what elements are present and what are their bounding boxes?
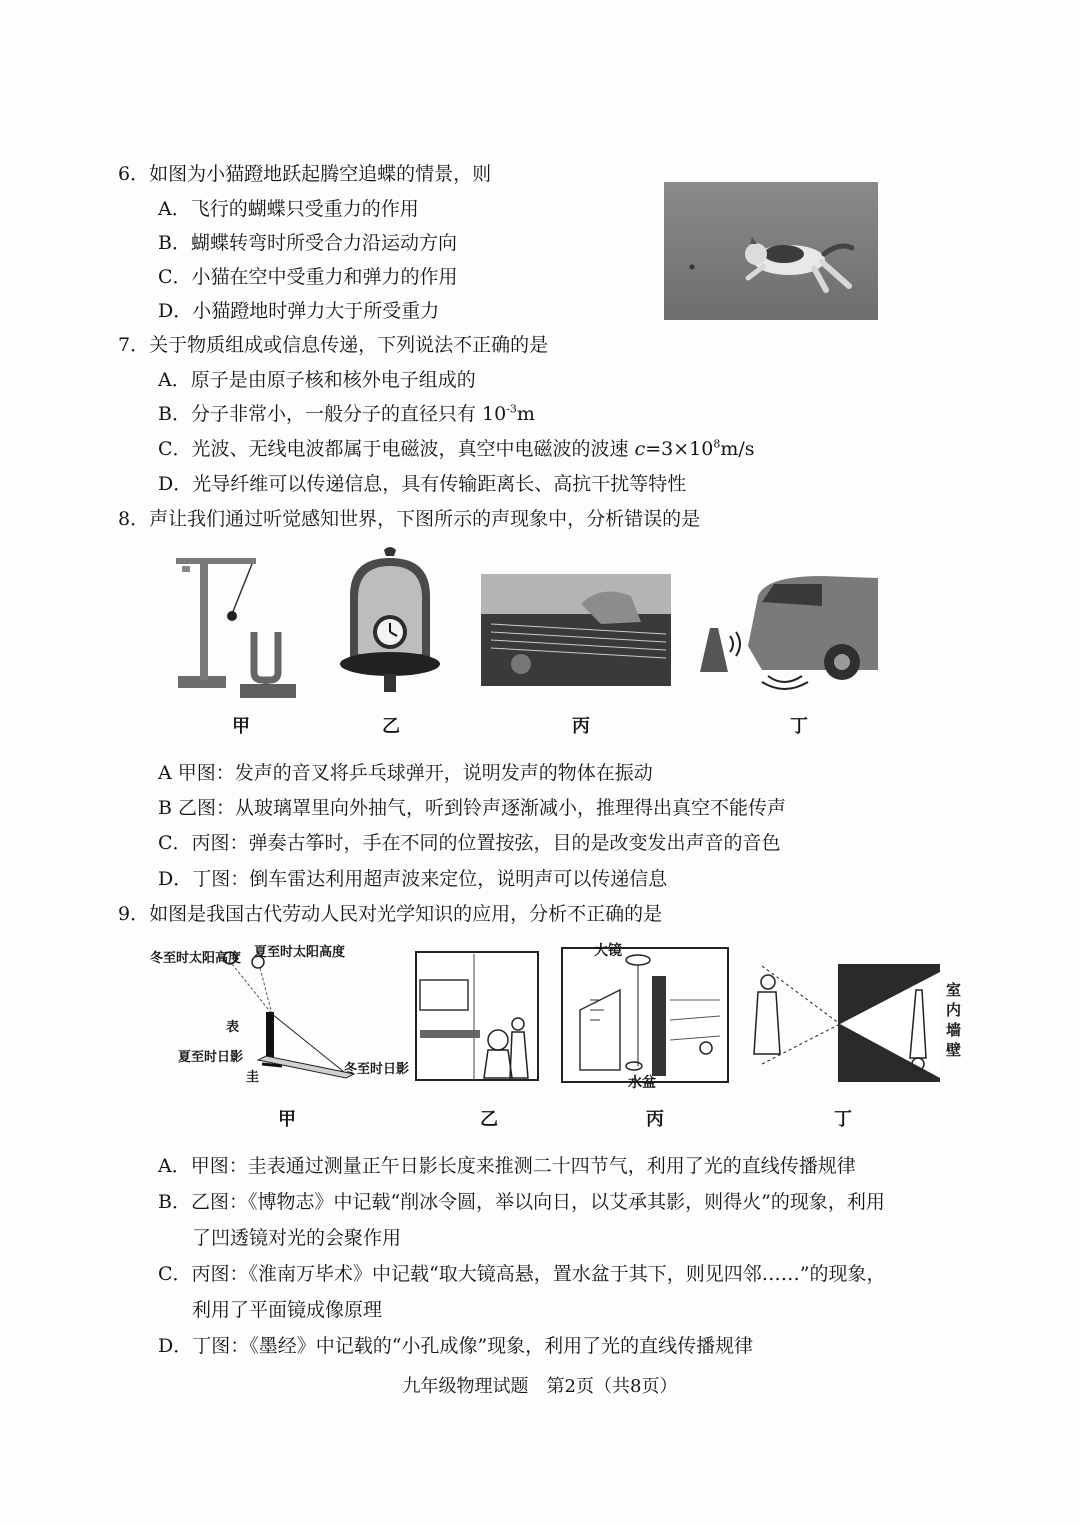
q7-option-c-unit: m/s	[720, 438, 755, 460]
q6-option-c: C．小猫在空中受重力和弹力的作用	[158, 266, 458, 288]
basin-label: 水盆	[628, 1075, 656, 1091]
q8-caption-ding: 丁	[790, 716, 808, 737]
q9-option-d: D．丁图：《墨经》中记载的“小孔成像”现象，利用了光的直线传播规律	[158, 1335, 754, 1357]
page-footer: 九年级物理试题 第2页（共8页）	[402, 1376, 678, 1397]
q7-option-c-value: =3×10	[645, 438, 714, 460]
q8-caption-yi: 乙	[382, 716, 400, 737]
q7-option-c-exponent: 8	[713, 437, 721, 451]
q9-option-b-line2: 了凹透镜对光的会聚作用	[192, 1227, 402, 1249]
wall-label: 室内墙壁	[946, 981, 962, 1059]
q7-option-c	[158, 436, 755, 462]
q9-caption-bing: 丙	[646, 1109, 664, 1130]
cat-photo	[664, 182, 878, 320]
mirror-label: 大镜	[594, 943, 622, 959]
gnomon-label-winter-sun: 冬至时太阳高度	[150, 951, 242, 966]
q9-option-b-line1: B．乙图：《博物志》中记载“削冰令圆，举以向日，以艾承其影，则得火”的现象，利用	[158, 1191, 885, 1213]
q9-caption-yi: 乙	[480, 1109, 498, 1130]
q7-option-c-variable: c	[634, 438, 646, 460]
q8-option-b: B 乙图：从玻璃罩里向外抽气，听到铃声逐渐减小，推理得出真空不能传声	[158, 797, 787, 819]
q9-option-c-line1: C．丙图：《淮南万毕术》中记载“取大镜高悬，置水盆于其下，则见四邻……”的现象，	[158, 1263, 886, 1285]
gnomon-label-winter-shadow: 冬至时日影	[344, 1062, 410, 1077]
q7-option-a: A．原子是由原子核和核外电子组成的	[158, 369, 476, 391]
q8-caption-jia: 甲	[232, 716, 250, 737]
car-radar-photo	[692, 572, 880, 694]
q7-option-b	[158, 401, 535, 427]
tuning-fork-figure	[170, 548, 300, 702]
q7-option-c-text: C．光波、无线电波都属于电磁波，真空中电磁波的波速	[158, 438, 635, 460]
q7-option-b-text: B．分子非常小，一般分子的直径只有 10	[158, 403, 507, 425]
q7-option-b-exponent: -3	[506, 402, 517, 416]
q8-option-a: A 甲图：发声的音叉将乒乓球弹开，说明发声的物体在振动	[158, 762, 653, 784]
q9-option-c-line2: 利用了平面镜成像原理	[192, 1299, 383, 1321]
q9-option-a: A．甲图：圭表通过测量正午日影长度来推测二十四节气，利用了光的直线传播规律	[158, 1155, 856, 1177]
q9-caption-ding: 丁	[834, 1109, 852, 1130]
q8-stem: 8．声让我们通过听觉感知世界，下图所示的声现象中，分析错误的是	[118, 508, 701, 530]
q8-caption-bing: 丙	[572, 716, 590, 737]
gnomon-label-summer-shadow: 夏至时日影	[178, 1050, 244, 1065]
q7-stem: 7．关于物质组成或信息传递，下列说法不正确的是	[118, 334, 549, 356]
q6-option-d: D．小猫蹬地时弹力大于所受重力	[158, 300, 440, 322]
gnomon-label-gui: 圭	[246, 1070, 260, 1085]
q6-option-b: B．蝴蝶转弯时所受合力沿运动方向	[158, 232, 457, 254]
q9-caption-jia: 甲	[278, 1109, 296, 1130]
gnomon-label-biao: 表	[226, 1020, 240, 1035]
ice-lens-figure	[414, 950, 540, 1082]
q6-stem: 6．如图为小猫蹬地跃起腾空追蝶的情景，则	[118, 163, 492, 185]
q8-option-c: C．丙图：弹奏古筝时，手在不同的位置按弦，目的是改变发出声音的音色	[158, 832, 781, 854]
gnomon-label-summer-sun: 夏至时太阳高度	[254, 945, 346, 960]
guzheng-photo	[481, 574, 671, 686]
q7-option-b-unit: m	[516, 403, 535, 425]
q7-option-d: D．光导纤维可以传递信息，具有传输距离长、高抗干扰等特性	[158, 473, 687, 495]
q6-option-a: A．飞行的蝴蝶只受重力的作用	[158, 198, 419, 220]
bell-jar-figure	[338, 546, 442, 696]
q9-stem: 9．如图是我国古代劳动人民对光学知识的应用，分析不正确的是	[118, 903, 663, 925]
q8-option-d: D．丁图：倒车雷达利用超声波来定位，说明声可以传递信息	[158, 868, 668, 890]
pinhole-figure	[742, 962, 944, 1086]
mirror-basin-figure	[560, 940, 730, 1084]
